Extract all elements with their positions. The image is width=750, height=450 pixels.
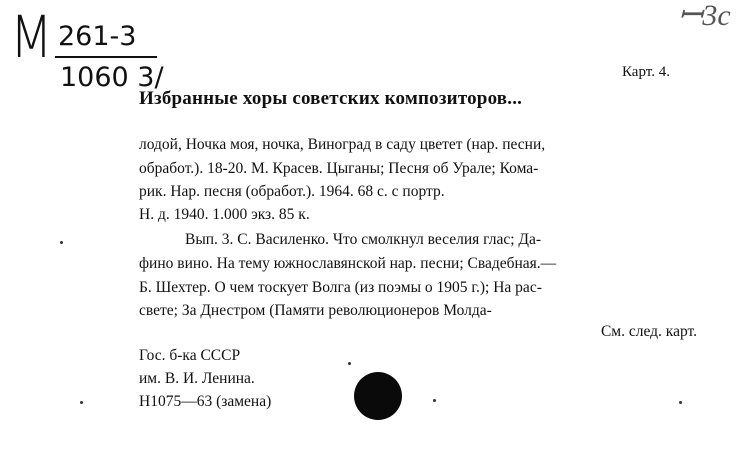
ink-speck: [80, 401, 83, 404]
body-line-1: лодой, Ночка моя, ночка, Виноград в саду цветет (нар. песни,: [139, 136, 546, 153]
ink-speck: [433, 399, 436, 402]
card-number: Карт. 4.: [622, 64, 670, 80]
call-number-divider: [55, 56, 157, 58]
body-line-5: Вып. 3. С. Василенко. Что смолкнул веселия глас; Да-: [185, 231, 542, 248]
body-line-4: Н. д. 1940. 1.000 экз. 85 к.: [139, 206, 310, 223]
body-line-2: обработ.). 18-20. М. Красев. Цыганы; Песня об Урале; Кома-: [139, 160, 539, 177]
ink-speck: [679, 401, 682, 404]
corner-handwritten-mark: ꟷ3c: [678, 0, 731, 32]
call-number-letter: М: [10, 3, 53, 71]
body-line-8: свете; За Днестром (Памяти революционеров Молда-: [139, 302, 492, 319]
body-line-3: рик. Нар. песня (обработ.). 1964. 68 с. с портр.: [139, 183, 445, 200]
ink-blot: [354, 372, 402, 420]
card-title: Избранные хоры советских композиторов...: [139, 88, 523, 109]
ink-speck: [60, 241, 63, 244]
see-next-card: См. след. карт.: [600, 323, 697, 340]
library-line-1: Гос. б-ка СССР: [139, 347, 241, 364]
body-line-7: Б. Шехтер. О чем тоскует Волга (из поэмы о 1905 г.); На рас-: [139, 279, 542, 296]
body-line-6: фино вино. На тему южнославянской нар. песни; Свадебная.—: [139, 255, 557, 272]
library-line-2: им. В. И. Ленина.: [139, 370, 255, 387]
call-number-bottom: 1060 3/: [60, 62, 164, 93]
library-line-3: Н1075—63 (замена): [139, 393, 272, 410]
ink-speck: [348, 362, 351, 365]
call-number-top: 261-3: [58, 21, 137, 52]
